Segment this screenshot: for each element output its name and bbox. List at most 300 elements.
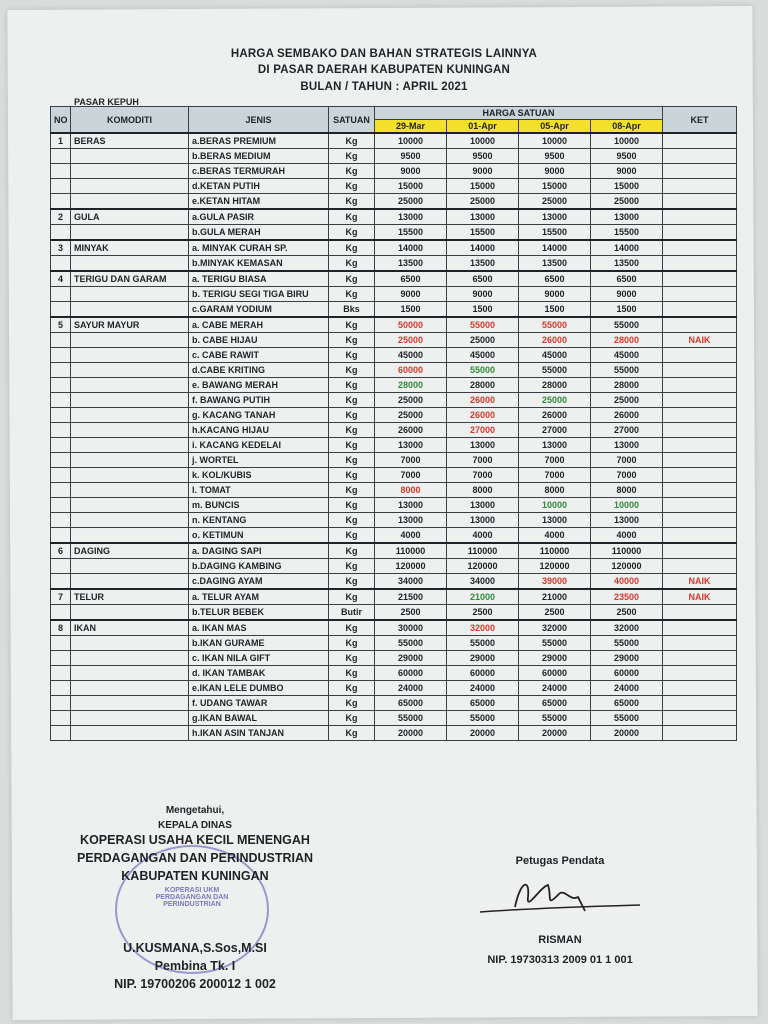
cell-ket [663, 636, 737, 651]
cell-satuan: Kg [329, 468, 375, 483]
cell-price: 120000 [375, 559, 447, 574]
cell-price: 28000 [591, 333, 663, 348]
cell-komoditi: TELUR [71, 589, 189, 605]
cell-price: 13000 [591, 209, 663, 225]
cell-no [51, 559, 71, 574]
sig-rank: Pembina Tk. I [154, 959, 236, 973]
cell-satuan: Kg [329, 696, 375, 711]
cell-price: 20000 [591, 726, 663, 741]
price-table [50, 106, 737, 741]
cell-price: 13000 [519, 209, 591, 225]
cell-ket [663, 378, 737, 393]
cell-ket [663, 408, 737, 423]
cell-price: 25000 [447, 333, 519, 348]
cell-price: 27000 [591, 423, 663, 438]
cell-no: 5 [51, 317, 71, 333]
table-row [51, 574, 737, 590]
cell-price: 13500 [591, 256, 663, 272]
cell-price: 55000 [519, 636, 591, 651]
sig-nip-left: NIP. 19700206 200012 1 002 [114, 977, 276, 991]
cell-no [51, 574, 71, 590]
cell-jenis: g. KACANG TANAH [189, 408, 329, 423]
cell-price: 110000 [591, 543, 663, 559]
table-row [51, 302, 737, 318]
header-date: 29-Mar [375, 120, 447, 134]
cell-komoditi [71, 453, 189, 468]
cell-satuan: Kg [329, 620, 375, 636]
cell-jenis: e.IKAN LELE DUMBO [189, 681, 329, 696]
cell-price: 120000 [591, 559, 663, 574]
cell-no [51, 468, 71, 483]
cell-komoditi [71, 194, 189, 210]
cell-satuan: Kg [329, 225, 375, 241]
cell-satuan: Kg [329, 363, 375, 378]
cell-price: 7000 [591, 468, 663, 483]
cell-komoditi [71, 483, 189, 498]
cell-price: 10000 [591, 498, 663, 513]
cell-no [51, 498, 71, 513]
cell-price: 14000 [591, 240, 663, 256]
cell-price: 110000 [375, 543, 447, 559]
sig-office-line3: KABUPATEN KUNINGAN [121, 869, 269, 883]
cell-price: 23500 [591, 589, 663, 605]
cell-jenis: l. TOMAT [189, 483, 329, 498]
cell-price: 13000 [447, 513, 519, 528]
cell-satuan: Kg [329, 408, 375, 423]
cell-komoditi [71, 179, 189, 194]
cell-komoditi [71, 681, 189, 696]
cell-price: 14000 [375, 240, 447, 256]
cell-komoditi [71, 574, 189, 590]
cell-komoditi [71, 636, 189, 651]
cell-jenis: o. KETIMUN [189, 528, 329, 544]
cell-ket [663, 225, 737, 241]
cell-price: 34000 [447, 574, 519, 590]
cell-komoditi [71, 605, 189, 621]
cell-ket [663, 483, 737, 498]
cell-price: 25000 [375, 408, 447, 423]
cell-price: 9500 [375, 149, 447, 164]
cell-price: 50000 [375, 317, 447, 333]
table-body [51, 133, 737, 741]
cell-price: 29000 [519, 651, 591, 666]
cell-satuan: Kg [329, 589, 375, 605]
cell-price: 9000 [591, 287, 663, 302]
cell-price: 13000 [447, 438, 519, 453]
cell-price: 28000 [375, 378, 447, 393]
cell-price: 25000 [591, 393, 663, 408]
cell-jenis: i. KACANG KEDELAI [189, 438, 329, 453]
table-row [51, 133, 737, 149]
cell-no [51, 453, 71, 468]
cell-jenis: b.DAGING KAMBING [189, 559, 329, 574]
cell-komoditi [71, 408, 189, 423]
cell-price: 9000 [375, 164, 447, 179]
cell-no [51, 225, 71, 241]
cell-price: 4000 [375, 528, 447, 544]
cell-jenis: d. IKAN TAMBAK [189, 666, 329, 681]
cell-no: 8 [51, 620, 71, 636]
sig-name-left: U.KUSMANA,S.Sos,M.SI [123, 941, 267, 955]
cell-no: 6 [51, 543, 71, 559]
cell-ket [663, 164, 737, 179]
cell-price: 110000 [447, 543, 519, 559]
cell-satuan: Kg [329, 378, 375, 393]
cell-price: 55000 [591, 363, 663, 378]
cell-price: 26000 [519, 333, 591, 348]
cell-ket [663, 348, 737, 363]
cell-komoditi: TERIGU DAN GARAM [71, 271, 189, 287]
cell-no [51, 378, 71, 393]
table-row [51, 636, 737, 651]
cell-satuan: Kg [329, 240, 375, 256]
cell-price: 1500 [447, 302, 519, 318]
cell-price: 65000 [447, 696, 519, 711]
table-row [51, 164, 737, 179]
stamp-text: KOPERASI UKM PERDAGANGAN DAN PERINDUSTRIAN [155, 887, 229, 908]
cell-satuan: Kg [329, 513, 375, 528]
cell-price: 13000 [375, 209, 447, 225]
table-row [51, 256, 737, 272]
cell-price: 45000 [447, 348, 519, 363]
cell-jenis: a. TELUR AYAM [189, 589, 329, 605]
cell-price: 10000 [519, 498, 591, 513]
cell-price: 21000 [519, 589, 591, 605]
cell-jenis: f. BAWANG PUTIH [189, 393, 329, 408]
table-row [51, 348, 737, 363]
cell-no [51, 528, 71, 544]
cell-no [51, 438, 71, 453]
cell-komoditi [71, 287, 189, 302]
cell-price: 8000 [447, 483, 519, 498]
cell-no [51, 179, 71, 194]
table-row [51, 620, 737, 636]
cell-no: 7 [51, 589, 71, 605]
cell-price: 1500 [591, 302, 663, 318]
cell-jenis: d.CABE KRITING [189, 363, 329, 378]
cell-komoditi [71, 468, 189, 483]
sig-role-right: Petugas Pendata [515, 855, 605, 867]
cell-komoditi [71, 393, 189, 408]
cell-price: 9000 [375, 287, 447, 302]
cell-no [51, 302, 71, 318]
doc-title: HARGA SEMBAKO DAN BAHAN STRATEGIS LAINNYA [230, 48, 538, 60]
cell-price: 60000 [375, 666, 447, 681]
cell-ket [663, 513, 737, 528]
cell-price: 15000 [591, 179, 663, 194]
cell-jenis: c.GARAM YODIUM [189, 302, 329, 318]
cell-no [51, 483, 71, 498]
cell-price: 13500 [519, 256, 591, 272]
cell-komoditi: BERAS [71, 133, 189, 149]
cell-jenis: a.GULA PASIR [189, 209, 329, 225]
cell-jenis: a. IKAN MAS [189, 620, 329, 636]
cell-price: 9000 [447, 287, 519, 302]
table-row [51, 711, 737, 726]
cell-price: 24000 [591, 681, 663, 696]
cell-no: 1 [51, 133, 71, 149]
header-harga-satuan: HARGA SATUAN [375, 107, 663, 120]
cell-price: 24000 [375, 681, 447, 696]
cell-price: 15500 [375, 225, 447, 241]
table-row [51, 287, 737, 302]
cell-price: 10000 [375, 133, 447, 149]
cell-satuan: Kg [329, 256, 375, 272]
cell-price: 25000 [375, 333, 447, 348]
cell-satuan: Kg [329, 287, 375, 302]
header-date: 05-Apr [519, 120, 591, 134]
cell-price: 6500 [519, 271, 591, 287]
cell-no [51, 393, 71, 408]
cell-price: 9000 [447, 164, 519, 179]
cell-ket [663, 681, 737, 696]
signature-block-right [460, 855, 660, 966]
cell-no [51, 666, 71, 681]
table-row [51, 408, 737, 423]
cell-price: 15500 [447, 225, 519, 241]
cell-price: 32000 [519, 620, 591, 636]
cell-satuan: Bks [329, 302, 375, 318]
cell-komoditi: IKAN [71, 620, 189, 636]
header-date: 01-Apr [447, 120, 519, 134]
cell-price: 7000 [375, 453, 447, 468]
cell-price: 15000 [375, 179, 447, 194]
cell-price: 24000 [519, 681, 591, 696]
cell-ket [663, 363, 737, 378]
table-row [51, 605, 737, 621]
cell-price: 26000 [447, 408, 519, 423]
cell-ket [663, 133, 737, 149]
cell-satuan: Kg [329, 681, 375, 696]
cell-jenis: j. WORTEL [189, 453, 329, 468]
cell-ket [663, 317, 737, 333]
cell-price: 27000 [519, 423, 591, 438]
cell-price: 15000 [519, 179, 591, 194]
cell-price: 39000 [519, 574, 591, 590]
table-row [51, 438, 737, 453]
cell-komoditi [71, 149, 189, 164]
cell-ket [663, 256, 737, 272]
cell-price: 40000 [591, 574, 663, 590]
cell-price: 21500 [375, 589, 447, 605]
cell-ket [663, 438, 737, 453]
cell-satuan: Kg [329, 133, 375, 149]
cell-jenis: b. CABE HIJAU [189, 333, 329, 348]
cell-price: 60000 [447, 666, 519, 681]
cell-price: 26000 [447, 393, 519, 408]
cell-price: 7000 [447, 453, 519, 468]
cell-komoditi [71, 363, 189, 378]
cell-no [51, 726, 71, 741]
cell-satuan: Kg [329, 528, 375, 544]
cell-satuan: Kg [329, 651, 375, 666]
cell-satuan: Kg [329, 726, 375, 741]
cell-no: 3 [51, 240, 71, 256]
cell-satuan: Kg [329, 636, 375, 651]
cell-ket [663, 726, 737, 741]
cell-satuan: Kg [329, 164, 375, 179]
cell-price: 1500 [375, 302, 447, 318]
cell-price: 4000 [591, 528, 663, 544]
handwritten-signature [460, 867, 660, 927]
cell-price: 10000 [519, 133, 591, 149]
cell-komoditi [71, 498, 189, 513]
cell-no [51, 363, 71, 378]
cell-jenis: f. UDANG TAWAR [189, 696, 329, 711]
cell-price: 29000 [447, 651, 519, 666]
table-row [51, 498, 737, 513]
cell-jenis: a. CABE MERAH [189, 317, 329, 333]
doc-period: BULAN / TAHUN : APRIL 2021 [300, 81, 468, 93]
cell-price: 120000 [447, 559, 519, 574]
cell-price: 25000 [519, 393, 591, 408]
table-row [51, 589, 737, 605]
table-row [51, 453, 737, 468]
cell-ket [663, 651, 737, 666]
cell-no [51, 605, 71, 621]
cell-price: 55000 [591, 711, 663, 726]
cell-no [51, 164, 71, 179]
cell-price: 7000 [519, 468, 591, 483]
cell-ket [663, 240, 737, 256]
sig-name-right: RISMAN [538, 934, 582, 946]
cell-komoditi [71, 559, 189, 574]
table-row [51, 378, 737, 393]
cell-komoditi [71, 256, 189, 272]
table-row [51, 271, 737, 287]
cell-price: 45000 [375, 348, 447, 363]
cell-jenis: h.IKAN ASIN TANJAN [189, 726, 329, 741]
cell-price: 29000 [591, 651, 663, 666]
cell-price: 110000 [519, 543, 591, 559]
cell-ket [663, 620, 737, 636]
cell-ket [663, 393, 737, 408]
cell-satuan: Kg [329, 209, 375, 225]
cell-satuan: Butir [329, 605, 375, 621]
cell-komoditi [71, 528, 189, 544]
cell-komoditi [71, 333, 189, 348]
table-row [51, 696, 737, 711]
cell-price: 7000 [591, 453, 663, 468]
cell-jenis: a. DAGING SAPI [189, 543, 329, 559]
cell-satuan: Kg [329, 333, 375, 348]
cell-komoditi [71, 666, 189, 681]
cell-price: 2500 [447, 605, 519, 621]
cell-ket [663, 209, 737, 225]
cell-ket [663, 528, 737, 544]
cell-jenis: m. BUNCIS [189, 498, 329, 513]
cell-price: 55000 [447, 636, 519, 651]
cell-price: 2500 [591, 605, 663, 621]
cell-komoditi: GULA [71, 209, 189, 225]
cell-price: 55000 [591, 317, 663, 333]
cell-ket [663, 468, 737, 483]
cell-jenis: c. CABE RAWIT [189, 348, 329, 363]
cell-no [51, 696, 71, 711]
table-row [51, 666, 737, 681]
cell-satuan: Kg [329, 348, 375, 363]
cell-price: 55000 [447, 711, 519, 726]
cell-no [51, 149, 71, 164]
cell-price: 65000 [519, 696, 591, 711]
cell-price: 20000 [447, 726, 519, 741]
cell-price: 15500 [519, 225, 591, 241]
cell-price: 55000 [375, 711, 447, 726]
cell-jenis: b.MINYAK KEMASAN [189, 256, 329, 272]
cell-price: 13000 [591, 438, 663, 453]
cell-no [51, 636, 71, 651]
cell-ket [663, 302, 737, 318]
cell-satuan: Kg [329, 423, 375, 438]
cell-price: 25000 [519, 194, 591, 210]
cell-no [51, 408, 71, 423]
header-ket: KET [663, 107, 737, 134]
cell-satuan: Kg [329, 179, 375, 194]
header-date: 08-Apr [591, 120, 663, 134]
cell-jenis: k. KOL/KUBIS [189, 468, 329, 483]
cell-jenis: a. TERIGU BIASA [189, 271, 329, 287]
header-no: NO [51, 107, 71, 134]
table-row [51, 513, 737, 528]
cell-price: 55000 [375, 636, 447, 651]
cell-satuan: Kg [329, 559, 375, 574]
cell-jenis: h.KACANG HIJAU [189, 423, 329, 438]
signature-block-left [60, 805, 330, 993]
cell-komoditi [71, 438, 189, 453]
cell-komoditi [71, 164, 189, 179]
cell-price: 55000 [519, 317, 591, 333]
cell-price: 7000 [519, 453, 591, 468]
cell-satuan: Kg [329, 317, 375, 333]
cell-ket [663, 696, 737, 711]
cell-komoditi [71, 711, 189, 726]
cell-price: 7000 [447, 468, 519, 483]
cell-price: 34000 [375, 574, 447, 590]
cell-no [51, 287, 71, 302]
table-row [51, 393, 737, 408]
cell-price: 6500 [375, 271, 447, 287]
cell-price: 9500 [447, 149, 519, 164]
cell-jenis: g.IKAN BAWAL [189, 711, 329, 726]
table-row [51, 726, 737, 741]
cell-price: 60000 [591, 666, 663, 681]
cell-price: 13000 [375, 438, 447, 453]
cell-ket [663, 559, 737, 574]
cell-price: 30000 [375, 620, 447, 636]
cell-price: 10000 [591, 133, 663, 149]
cell-price: 55000 [519, 363, 591, 378]
cell-ket [663, 666, 737, 681]
cell-price: 25000 [375, 393, 447, 408]
cell-jenis: b.GULA MERAH [189, 225, 329, 241]
table-row [51, 468, 737, 483]
cell-price: 13000 [375, 513, 447, 528]
cell-jenis: d.KETAN PUTIH [189, 179, 329, 194]
cell-satuan: Kg [329, 574, 375, 590]
cell-price: 14000 [447, 240, 519, 256]
cell-price: 13000 [447, 498, 519, 513]
cell-jenis: e.KETAN HITAM [189, 194, 329, 210]
cell-ket [663, 711, 737, 726]
cell-price: 55000 [519, 711, 591, 726]
cell-ket [663, 287, 737, 302]
cell-price: 13000 [519, 438, 591, 453]
cell-satuan: Kg [329, 483, 375, 498]
cell-price: 21000 [447, 589, 519, 605]
cell-komoditi: SAYUR MAYUR [71, 317, 189, 333]
cell-price: 6500 [591, 271, 663, 287]
cell-price: 4000 [447, 528, 519, 544]
